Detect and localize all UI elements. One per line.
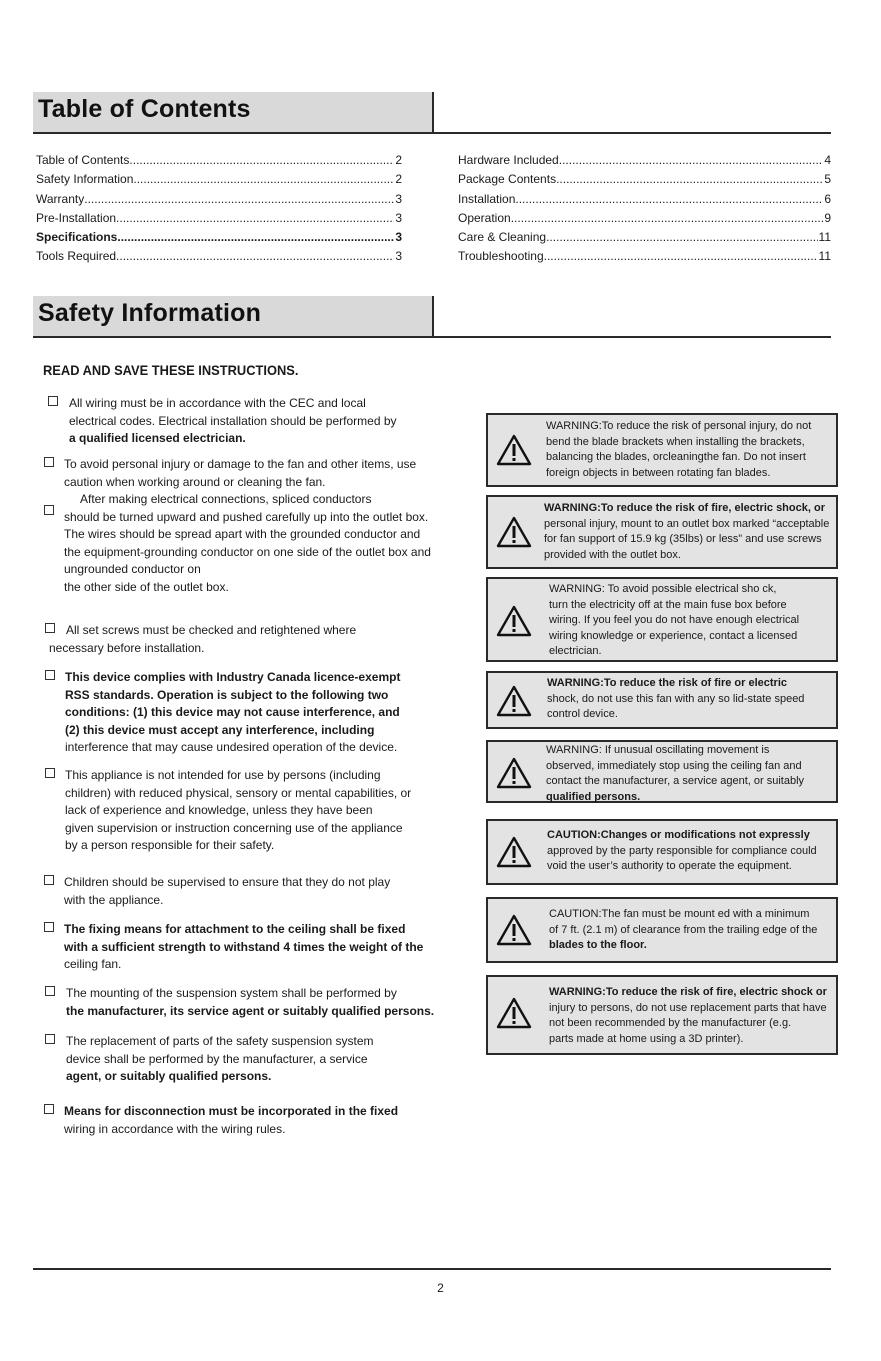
toc-entry-label: Hardware Included [458,153,559,167]
toc-entry-page: 2 [395,172,402,187]
warning-line: foreign objects in between rotating fan blades. [546,466,771,479]
safety-item [44,767,424,855]
item-line: electrical codes. Electrical installation should be performed by [69,413,397,428]
item-line: children) with reduced physical, sensory or mental capabilities, or [65,785,412,800]
item-line: The wires should be spread apart with the grounded conductor and [64,527,421,541]
toc-entry-label: Warranty [36,191,85,206]
item-line: This device complies with Industry Canada licence-exempt [65,670,401,684]
warning-triangle-icon [496,836,532,868]
item-line: This appliance is not intended for use by persons (including [65,768,381,782]
warning-line: provided with the outlet box. [544,548,681,561]
toc-leader-dots [129,151,394,170]
toc-entry[interactable] [36,190,402,209]
item-line: RSS standards. Operation is subject to the following two [65,687,389,702]
warning-triangle-icon [496,757,532,789]
toc-leader-dots [116,209,394,228]
checkbox-square-icon [44,1104,54,1114]
toc-entry-page: 3 [395,249,402,264]
toc-entry-page: 9 [824,210,831,225]
item-line: ungrounded conductor on [64,562,201,576]
toc-entry[interactable] [36,170,402,189]
warning-line: wiring knowledge or experience, contact a licensed [549,629,798,642]
toc-entry-label: Specifications [36,230,118,245]
checkbox-square-icon [44,505,54,515]
warning-line: blades to the floor. [549,939,647,952]
warning-line: for fan support of 15.9 kg (35lbs) or less” and use screws [544,533,822,546]
toc-title: Table of Contents [38,95,251,123]
warning-line: void the user’s authority to operate the equipment. [547,860,792,873]
toc-leader-dots [116,247,394,266]
checkbox-square-icon [44,875,54,885]
checkbox-square-icon [48,396,58,406]
item-line: with the appliance. [64,892,164,907]
footer-rule [33,1268,831,1270]
toc-entry-page: 6 [824,191,831,206]
toc-entry-label: Troubleshooting [458,249,544,264]
item-line: necessary before installation. [49,640,205,655]
toc-header [33,92,831,134]
warning-triangle-icon [496,914,532,946]
toc-leader-dots [117,228,394,247]
toc-entry-label: Safety Information [36,172,134,187]
item-line: To avoid personal injury or damage to the fan and other items, use [64,457,417,471]
warning-triangle-icon [496,997,532,1029]
item-line: All set screws must be checked and retightened where [66,623,357,637]
warning-line: control device. [547,708,618,721]
warning-text [546,419,832,481]
item-line: After making electrical connections, spliced conductors [80,492,372,506]
warning-line: WARNING: To avoid possible electrical sho ck, [549,583,777,595]
toc-entry-page: 3 [395,210,402,225]
warning-text [547,828,832,875]
warning-line: injury to persons, do not use replacement parts that have [549,1001,827,1014]
toc-left-column [36,151,402,267]
toc-entry-label: Care & Cleaning [458,230,547,245]
item-line: The fixing means for attachment to the ceiling shall be fixed [64,922,406,936]
warning-line: WARNING:To reduce the risk of fire or electric [547,677,788,689]
warning-line: contact the manufacturer, a service agent, or suitably [546,775,805,788]
page-number: 2 [437,1281,444,1295]
safety-item [44,456,434,491]
safety-item [48,395,408,448]
toc-leader-dots [511,209,824,228]
item-line: agent, or suitably qualified persons. [66,1069,272,1083]
toc-entry-page: 2 [395,153,402,167]
toc-leader-dots [133,170,394,189]
item-line: the manufacturer, its service agent or suitably qualified persons. [66,1003,435,1018]
toc-entry[interactable] [36,151,402,170]
warning-line: WARNING: If unusual oscillating movement is [546,744,770,756]
checkbox-square-icon [44,457,54,467]
item-line: All wiring must be in accordance with the CEC and local [69,396,366,410]
item-line: (2) this device must accept any interference, including [65,722,375,737]
toc-entry-label: Pre-Installation [36,210,117,225]
toc-leader-dots [559,151,824,170]
safety-header [33,296,831,338]
warning-text [549,907,832,954]
toc-entry[interactable] [458,228,831,247]
item-line: The mounting of the suspension system shall be performed by [66,986,397,1000]
item-line: caution when working around or cleaning the fan. [64,474,326,489]
read-save-heading: READ AND SAVE THESE INSTRUCTIONS. [43,362,299,378]
item-line: Children should be supervised to ensure that they do not play [64,875,391,889]
toc-leader-dots [546,228,817,247]
warning-triangle-icon [496,434,532,466]
safety-item [44,1033,404,1086]
warning-triangle-icon [496,516,532,548]
warning-line: WARNING:To reduce the risk of personal injury, do not [546,420,812,432]
warning-line: approved by the party responsible for compliance could [547,844,817,857]
item-line: wiring in accordance with the wiring rules. [64,1121,286,1136]
warning-box [486,897,838,963]
toc-entry-page: 4 [824,153,831,167]
warning-line: balancing the blades, orcleaningthe fan. Do not insert [546,451,806,464]
item-line: with a sufficient strength to withstand 4 times the weight of the [64,939,424,954]
toc-leader-dots [515,190,823,209]
warning-line: parts made at home using a 3D printer). [549,1032,744,1045]
warning-line: bend the blade brackets when installing the brackets, [546,435,805,448]
toc-entry[interactable] [36,247,402,266]
warning-line: observed, immediately stop using the ceiling fan and [546,759,802,772]
warning-box [486,413,838,487]
item-line: the other side of the outlet box. [64,579,229,594]
safety-item [44,1103,414,1138]
warning-text [547,676,832,723]
toc-entry[interactable] [458,190,831,209]
warning-triangle-icon [496,685,532,717]
item-line: Means for disconnection must be incorporated in the fixed [64,1104,399,1118]
warning-box [486,671,838,729]
warning-text [544,501,832,563]
warning-line: turn the electricity off at the main fuse box before [549,598,787,611]
item-line: The replacement of parts of the safety suspension system [66,1034,374,1048]
warning-line: wiring. If you feel you do not have enough electrical [549,614,800,627]
warning-text [549,985,832,1047]
item-line: should be turned upward and pushed carefully up into the outlet box. [64,509,429,524]
checkbox-square-icon [45,768,55,778]
checkbox-square-icon [45,1034,55,1044]
toc-entry[interactable] [458,170,831,189]
checkbox-square-icon [45,986,55,996]
warning-box [486,819,838,885]
warning-line: CAUTION:The fan must be mount ed with a minimum [549,908,810,920]
toc-leader-dots [556,170,823,189]
toc-right-column [458,151,831,267]
warning-box [486,495,838,569]
item-line: the equipment-grounding conductor on one side of the outlet box and [64,544,431,559]
warning-line: electrician. [549,645,602,658]
toc-entry[interactable] [36,209,402,228]
warning-line: WARNING:To reduce the risk of fire, electric shock or [549,986,827,998]
item-line: conditions: (1) this device may not cause interference, and [65,705,400,719]
checkbox-square-icon [45,670,55,680]
toc-entry-label: Operation [458,210,511,225]
item-line: given supervision or instruction concerning use of the appliance [65,820,403,835]
safety-item [44,669,414,757]
warning-line: not been recommended by the manufacturer (e.g. [549,1017,792,1030]
toc-entry-label: Tools Required [36,249,117,264]
item-line: by a person responsible for their safety. [65,838,275,852]
toc-entry-page: 5 [824,172,831,187]
warning-box [486,740,838,803]
safety-item [44,985,439,1020]
toc-leader-dots [84,190,394,209]
safety-item [44,874,414,909]
toc-entry-page: 11 [818,249,831,264]
toc-entry-page: 11 [818,230,831,245]
toc-entry-label: Installation [458,191,516,206]
warning-line: of 7 ft. (2.1 m) of clearance from the trailing edge of the [549,923,818,936]
warning-line: WARNING:To reduce the risk of fire, electric shock, or [544,502,825,514]
warning-line: CAUTION:Changes or modifications not expressly [547,829,810,841]
toc-entry-label: Table of Contents [36,153,130,167]
item-line: device shall be performed by the manufacturer, a service [66,1051,368,1066]
safety-item [44,491,439,596]
toc-entry[interactable] [458,151,831,170]
safety-title: Safety Information [38,299,262,327]
safety-item [44,622,404,657]
toc-entry-page: 3 [395,191,402,206]
warning-box [486,577,838,662]
toc-entry[interactable] [458,247,831,266]
warning-text [549,582,832,660]
item-line: lack of experience and knowledge, unless they have been [65,803,373,817]
warning-triangle-icon [496,605,532,637]
toc-entry[interactable] [458,209,831,228]
warning-line: shock, do not use this fan with any so lid-state speed [547,692,805,705]
toc-entry-page: 3 [395,230,402,245]
item-line: interference that may cause undesired operation of the device. [65,740,398,754]
toc-entry[interactable] [36,228,402,247]
item-line: a qualified licensed electrician. [69,431,246,445]
toc-entry-label: Package Contents [458,172,557,187]
toc-leader-dots [544,247,818,266]
checkbox-square-icon [45,623,55,633]
warning-text [546,743,832,805]
warning-line: qualified persons. [546,790,641,803]
warning-box [486,975,838,1055]
item-line: ceiling fan. [64,957,122,971]
safety-item [44,921,434,974]
warning-line: personal injury, mount to an outlet box marked “acceptable [544,517,830,530]
checkbox-square-icon [44,922,54,932]
